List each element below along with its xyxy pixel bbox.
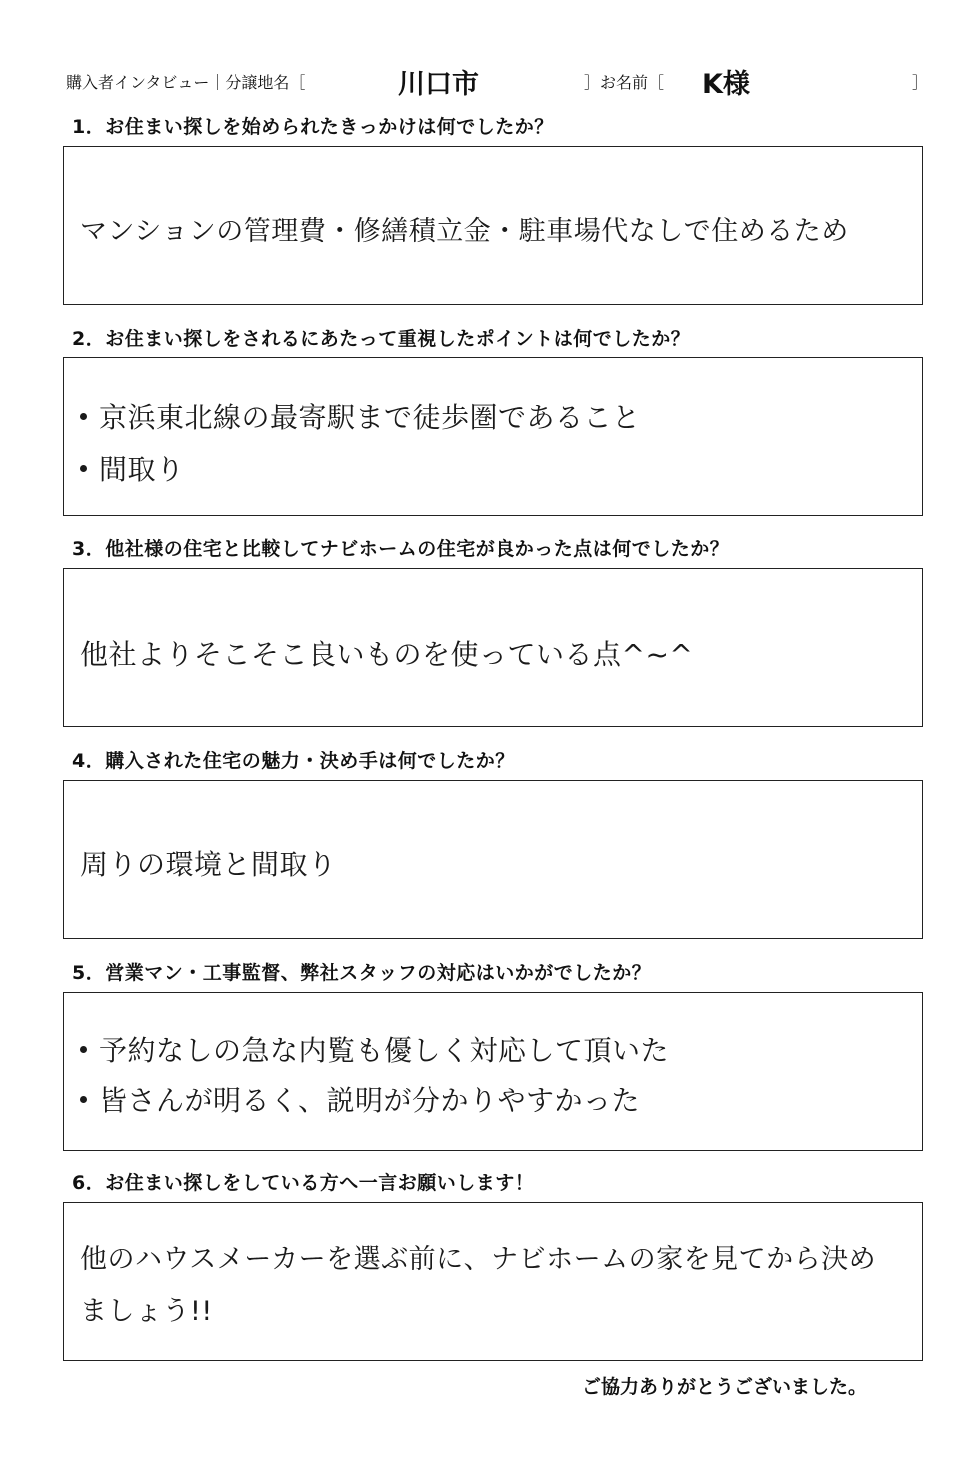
- answer-4-line-1: 周りの環境と間取り: [80, 848, 337, 881]
- interview-label: 購入者インタビュー｜分譲地名［: [66, 73, 306, 92]
- answer-2-line-1: [80, 396, 641, 436]
- bullet-icon: [80, 1046, 87, 1053]
- area-name: 川口市: [398, 69, 479, 100]
- answer-box-1: [63, 146, 923, 305]
- answer-box-5: [63, 992, 923, 1151]
- answer-6-line-1: 他のハウスメーカーを選ぶ前に、ナビホームの家を見てから決め: [80, 1244, 877, 1275]
- answer-6-line-2: ましょう!!: [80, 1296, 213, 1327]
- answer-5-line-2: [80, 1079, 640, 1119]
- thanks-message: ご協力ありがとうございました。: [582, 1376, 868, 1398]
- name-label: ］お名前［: [584, 73, 665, 92]
- answer-5-line-1-text: 予約なしの急な内覧も優しく対応して頂いた: [99, 1034, 670, 1067]
- question-2: 2．お住まい探しをされるにあたって重視したポイントは何でしたか？: [72, 328, 691, 350]
- answer-3-line-1: 他社よりそこそこ良いものを使っている点^~^: [80, 638, 694, 671]
- question-3: 3．他社様の住宅と比較してナビホームの住宅が良かった点は何でしたか？: [72, 538, 730, 560]
- answer-box-2: [63, 357, 923, 516]
- bullet-icon: [80, 413, 87, 420]
- answer-5-line-2-text: 皆さんが明るく、説明が分かりやすかった: [99, 1084, 640, 1117]
- bullet-icon: [80, 1096, 87, 1103]
- question-6: 6．お住まい探しをしている方へ一言お願いします！: [72, 1172, 535, 1194]
- answer-2-line-2-text: 間取り: [99, 453, 185, 486]
- answer-box-3: [63, 568, 923, 727]
- answer-box-6: [63, 1202, 923, 1361]
- question-4: 4．購入された住宅の魅力・決め手は何でしたか？: [72, 750, 515, 772]
- survey-header: [66, 62, 929, 100]
- bullet-icon: [80, 465, 87, 472]
- answer-box-4: [63, 780, 923, 939]
- question-1: 1．お住まい探しを始められたきっかけは何でしたか？: [72, 116, 554, 138]
- answer-2-line-2: [80, 448, 185, 488]
- close-bracket: ］: [912, 73, 929, 92]
- answer-1-line-1: マンションの管理費・修繕積立金・駐車場代なしで住めるため: [80, 216, 849, 247]
- answer-2-line-1-text: 京浜東北線の最寄駅まで徒歩圏であること: [99, 401, 641, 434]
- answer-5-line-1: [80, 1029, 669, 1069]
- question-5: 5．営業マン・工事監督、弊社スタッフの対応はいかがでしたか？: [72, 962, 652, 984]
- customer-name: K様: [702, 69, 750, 100]
